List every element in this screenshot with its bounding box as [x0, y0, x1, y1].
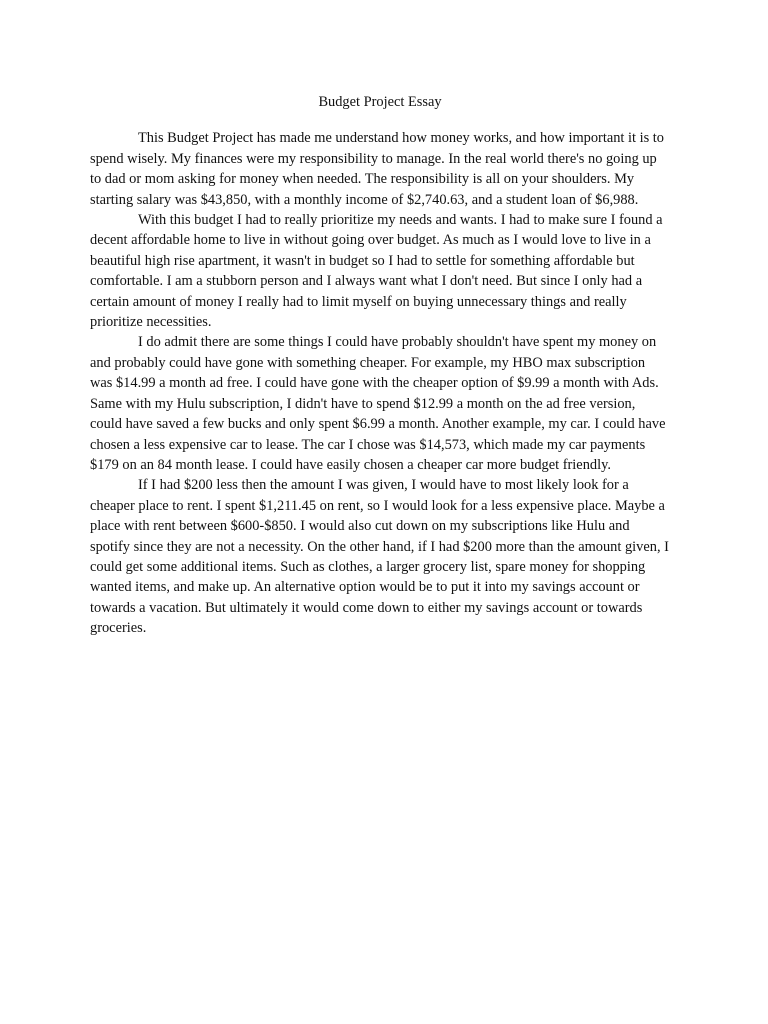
paragraph-3: I do admit there are some things I could have probably shouldn't have spent my money on and probably could have gone with something cheaper. For example, my HBO max subscription was $14.99 a month ad free. I could have gone with the cheaper option of $9.99 a month with Ads. Same with my Hulu subscription, I didn't have to spend $12.99 a month on the ad free version, could have saved a few bucks and only spent $6.99 a month. Another example, my car. I could have chosen a less expensive car to lease. The car I chose was $14,573, which made my car payments $179 on an 84 month lease. I could have easily chosen a cheaper car more budget friendly. — [90, 334, 666, 473]
essay-body — [90, 92, 670, 639]
paragraph-4: If I had $200 less then the amount I was given, I would have to most likely look for a cheaper place to rent. I spent $1,211.45 on rent, so I would look for a less expensive place. Maybe a place with rent between $600-$850. I would also cut down on my subscriptions like Hulu and spotify since they are not a necessity. On the other hand, if I had $200 more than the amount given, I could get some additional items. Such as clothes, a larger grocery list, spare money for shopping wanted items, and make up. An alternative option would be to put it into my savings account or towards a vacation. But ultimately it would come down to either my savings account or towards groceries. — [90, 477, 669, 637]
document-title: Budget Project Essay — [318, 94, 442, 110]
paragraph-1: This Budget Project has made me understand how money works, and how important it is to spend wisely. My finances were my responsibility to manage. In the real world there's no going up to dad or mom asking for money when needed. The responsibility is all on your shoulders. My starting salary was $43,850, with a monthly income of $2,740.63, and a student loan of $6,988. — [90, 130, 664, 208]
paragraph-2: With this budget I had to really prioritize my needs and wants. I had to make sure I found a decent affordable home to live in without going over budget. As much as I would love to live in a beautiful high rise apartment, it wasn't in budget so I had to settle for something affordable but comfortable. I am a stubborn person and I always want what I don't need. But since I only had a certain amount of money I really had to limit myself on buying unnecessary things and really prioritize necessities. — [90, 212, 663, 331]
